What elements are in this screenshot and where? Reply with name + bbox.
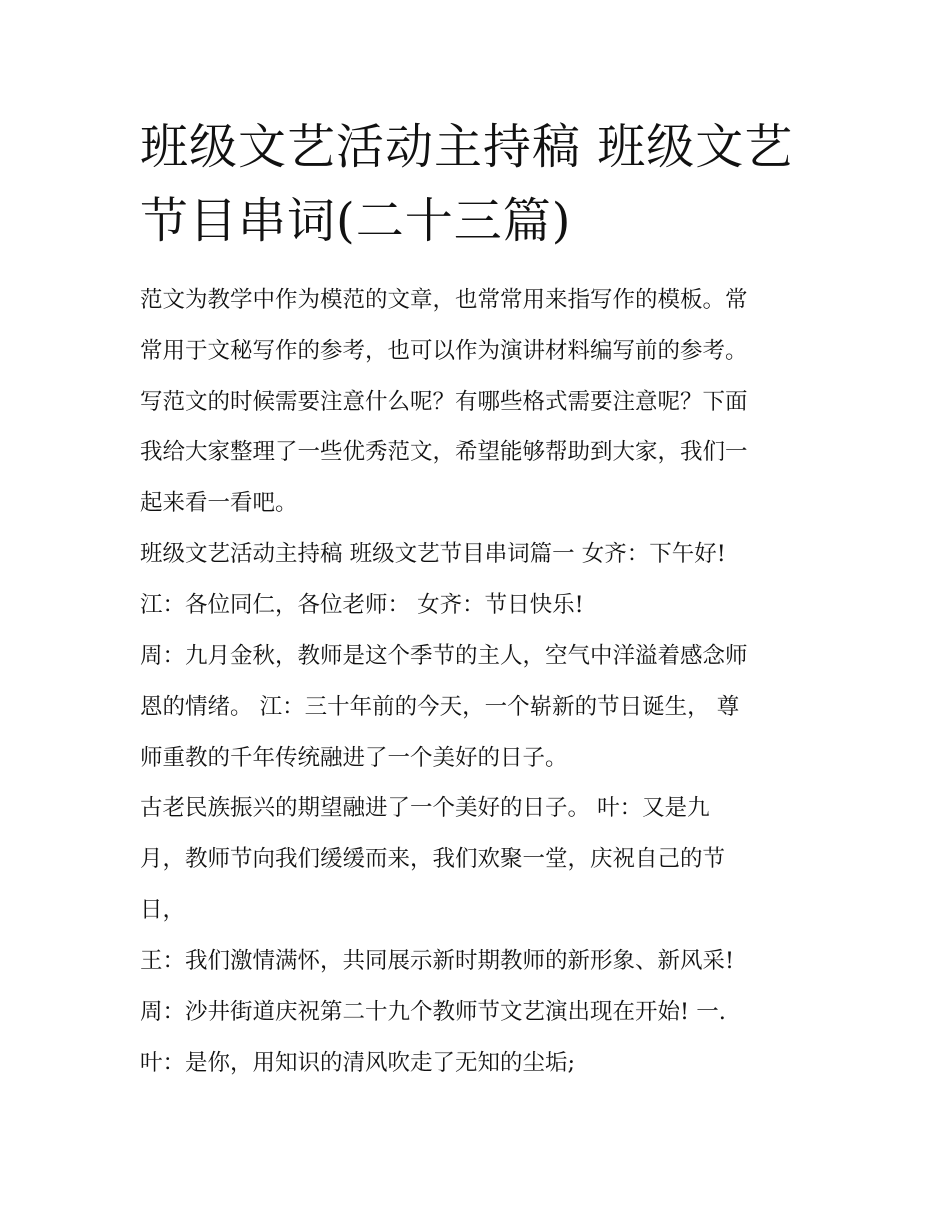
body-line-5: 起来看一看吧。 bbox=[140, 490, 298, 516]
body-line-4: 我给大家整理了一些优秀范文，希望能够帮助到大家，我们一 bbox=[140, 439, 748, 465]
body-line-8: 周：九月金秋，教师是这个季节的主人，空气中洋溢着感念师 bbox=[140, 643, 748, 669]
body-line-11: 古老民族振兴的期望融进了一个美好的日子。 叶：又是九 bbox=[140, 795, 710, 821]
body-line-15: 周：沙井街道庆祝第二十九个教师节文艺演出现在开始! 一. bbox=[140, 999, 726, 1025]
body-line-16: 叶：是你，用知识的清风吹走了无知的尘垢; bbox=[140, 1050, 576, 1076]
body-line-9: 恩的情绪。 江：三十年前的今天，一个崭新的节日诞生， 尊 bbox=[140, 694, 740, 720]
title-line-2: 节目串词(二十三篇) bbox=[140, 193, 572, 249]
body-line-1: 范文为教学中作为模范的文章，也常常用来指写作的模板。常 bbox=[140, 287, 748, 313]
body-line-12: 月，教师节向我们缓缓而来，我们欢聚一堂，庆祝自己的节 bbox=[140, 846, 726, 872]
body-line-14: 王：我们激情满怀，共同展示新时期教师的新形象、新风采! bbox=[140, 948, 735, 974]
document-title bbox=[140, 110, 820, 258]
body-line-13: 日， bbox=[140, 897, 186, 923]
body-line-10: 师重教的千年传统融进了一个美好的日子。 bbox=[140, 745, 568, 771]
body-line-7: 江：各位同仁，各位老师： 女齐：节日快乐! bbox=[140, 592, 584, 618]
body-line-3: 写范文的时候需要注意什么呢？有哪些格式需要注意呢？下面 bbox=[140, 389, 748, 415]
title-line-1: 班级文艺活动主持稿 班级文艺 bbox=[140, 119, 794, 175]
body-line-6: 班级文艺活动主持稿 班级文艺节目串词篇一 女齐：下午好! bbox=[140, 541, 726, 567]
body-line-2: 常用于文秘写作的参考，也可以作为演讲材料编写前的参考。 bbox=[140, 338, 748, 364]
